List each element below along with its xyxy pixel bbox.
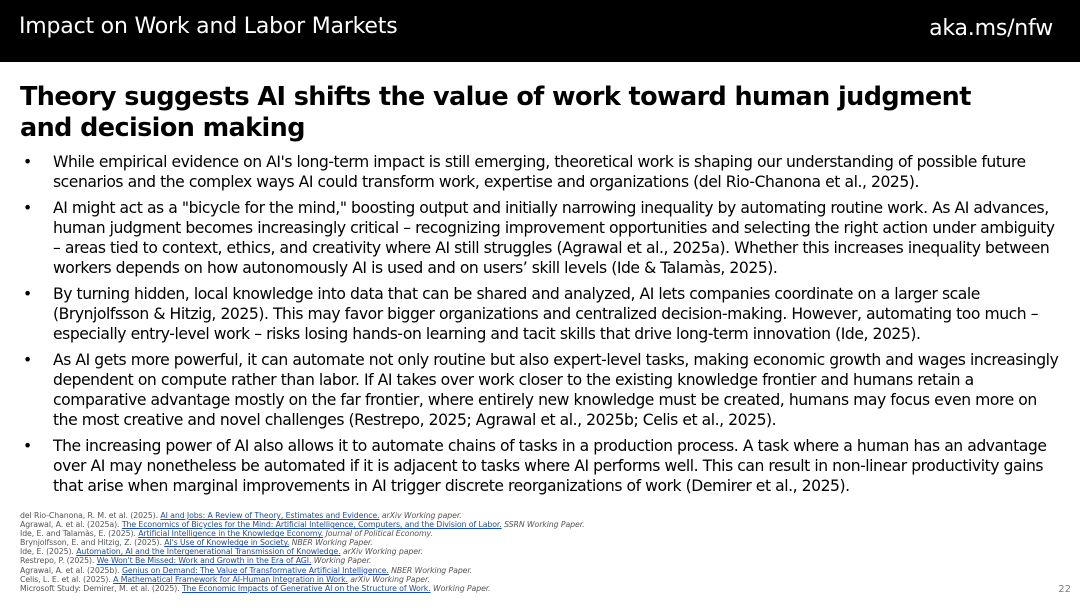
reference-link[interactable]: Artificial Intelligence in the Knowledge Economy. — [138, 529, 324, 539]
page-number: 22 — [1058, 584, 1071, 595]
bullet-item: • While empirical evidence on AI's long-term impact is still emerging, theoretical work is shaping our understanding of possible future scenarios and the complex ways AI could transform work, expertise and organizations (del Rio-Chanona et al., 2025). — [20, 152, 1065, 192]
reference-authors: del Rio-Chanona, R. M. et al. (2025). — [20, 511, 158, 520]
reference-authors: Agrawal, A. et al. (2025a). — [20, 520, 120, 530]
slide-headline: Theory suggests AI shifts the value of work toward human judgment and decision making — [20, 82, 971, 143]
reference-item — [20, 556, 1020, 565]
reference-authors: Restrepo, P. (2025). — [20, 556, 95, 566]
reference-link[interactable]: A Mathematical Framework for AI-Human Integration in Work. — [113, 574, 348, 584]
reference-link[interactable]: The Economics of Bicycles for the Mind: Artificial Intelligence, Computers, and the Division of Labor. — [121, 520, 502, 530]
reference-link[interactable]: Genius on Demand: The Value of Transformative Artificial Intelligence. — [121, 565, 389, 575]
bullet-item: • By turning hidden, local knowledge into data that can be shared and analyzed, AI lets companies coordinate on a larger scale (Brynjolfsson & Hitzig, 2025). This may favor bigger organizations and centralized decision-making. However, automating too much – especially entry-level work – risks losing hands-on learning and tacit skills that drive long-term innovation (Ide, 2025). — [20, 284, 1065, 344]
reference-venue: NBER Working Paper. — [291, 538, 373, 548]
reference-link[interactable]: The Economic Impacts of Generative AI on the Structure of Work. — [181, 583, 431, 593]
reference-venue: arXiv Working paper. — [381, 511, 462, 520]
bullet-item: • As AI gets more powerful, it can automate not only routine but also expert-level tasks, making economic growth and wages increasingly dependent on compute rather than labor. If AI takes over work closer to the existing knowledge frontier and humans retain a comparative advantage mostly on the far frontier, where entirely new knowledge must be created, humans may focus even more on the most creative and novel challenges (Restrepo, 2025; Agrawal et al., 2025b; Celis et al., 2025). — [20, 350, 1065, 430]
reference-link[interactable]: We Won't Be Missed: Work and Growth in the Era of AGI. — [96, 556, 312, 566]
reference-link[interactable]: AI's Use of Knowledge in Society. — [164, 538, 290, 548]
reference-item — [20, 529, 1020, 538]
reference-item — [20, 584, 1020, 593]
reference-authors: Celis, L. E. et al. (2025). — [20, 574, 111, 584]
bullet-item: • AI might act as a "bicycle for the mind," boosting output and initially narrowing inequality by automating routine work. As AI advances, human judgment becomes increasingly critical – recognizing improvement opportunities and selecting the right action under ambiguity – areas tied to context, ethics, and creativity where AI still struggles (Agrawal et al., 2025a). Whether this increases inequality between workers depends on how autonomously AI is used and on users’ skill levels (Ide & Talamàs, 2025). — [20, 198, 1065, 278]
reference-venue: arXiv Working paper. — [342, 547, 423, 557]
reference-link[interactable]: AI and Jobs: A Review of Theory, Estimates and Evidence. — [160, 511, 380, 520]
reference-authors: Agrawal, A. et al. (2025b). — [20, 565, 120, 575]
reference-authors: Ide, E. (2025). — [20, 547, 74, 557]
reference-venue: NBER Working Paper. — [391, 565, 473, 575]
reference-item — [20, 575, 1020, 584]
bullet-item: • The increasing power of AI also allows it to automate chains of tasks in a production process. A task where a human has an advantage over AI may nonetheless be automated if it is adjacent to tasks where AI performs well. This can result in non-linear productivity gains that arise when marginal improvements in AI trigger discrete reorganizations of work (Demirer et al., 2025). — [20, 436, 1065, 496]
references — [20, 511, 1020, 593]
bullet-list — [20, 152, 1065, 502]
reference-authors: Microsoft Study: Demirer, M. et al. (2025). — [20, 583, 180, 593]
section-title: Impact on Work and Labor Markets — [19, 14, 398, 39]
reference-item — [20, 538, 1020, 547]
reference-item — [20, 566, 1020, 575]
reference-venue: Journal of Political Economy. — [325, 529, 433, 539]
reference-item — [20, 547, 1020, 556]
reference-venue: arXiv Working Paper. — [350, 574, 430, 584]
reference-authors: Ide, E. and Talamàs, E. (2025). — [20, 529, 136, 539]
title-bar — [0, 0, 1080, 62]
reference-venue: SSRN Working Paper. — [504, 520, 585, 530]
reference-item — [20, 520, 1020, 529]
reference-link[interactable]: Automation, AI and the Intergenerational Transmission of Knowledge. — [76, 547, 341, 557]
reference-item — [20, 511, 1020, 520]
reference-venue: Working Paper. — [433, 583, 491, 593]
short-link[interactable]: aka.ms/nfw — [929, 16, 1053, 41]
reference-authors: Brynjolfsson, E. and Hitzig, Z. (2025). — [20, 538, 162, 548]
reference-venue: Working Paper. — [313, 556, 372, 566]
